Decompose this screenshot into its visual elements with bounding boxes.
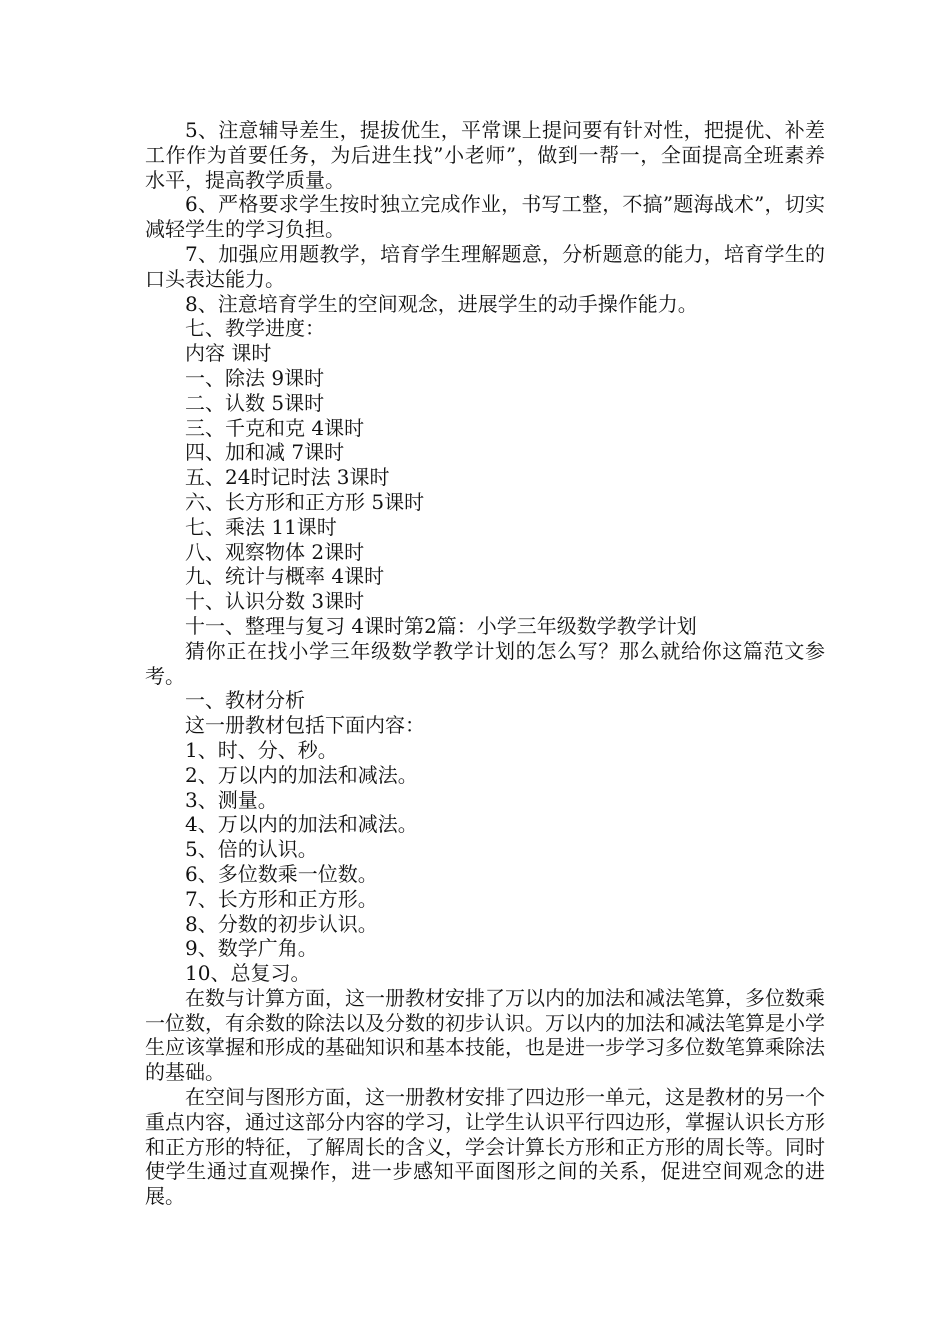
schedule-row: 五、24时记时法 3课时 [185,465,390,490]
analysis-item: 3、测量。 [185,787,278,812]
analysis-item: 4、万以内的加法和减法。 [185,812,418,837]
paragraph-item-5: 5、注意辅导差生，提拔优生，平常课上提问要有针对性，把提优、补差工作作为首要任务，为后进生找”小老师”，做到一帮一，全面提高全班素养水平，提高教学质量。 [145,118,825,192]
schedule-row: 七、乘法 11课时 [185,514,337,539]
analysis-heading: 一、教材分析 [185,688,305,713]
analysis-item: 8、分数的初步认识。 [185,911,378,936]
schedule-row: 八、观察物体 2课时 [185,539,365,564]
schedule-row: 四、加和减 7课时 [185,440,345,465]
schedule-row: 三、千克和克 4课时 [185,415,365,440]
schedule-row: 十一、整理与复习 4课时第2篇：小学三年级数学教学计划 [185,613,697,638]
schedule-row: 十、认识分数 3课时 [185,589,365,614]
analysis-item: 7、长方形和正方形。 [185,886,378,911]
paragraph-item-6: 6、严格要求学生按时独立完成作业，书写工整，不搞”题海战术”，切实减轻学生的学习负担。 [145,192,825,242]
schedule-row: 六、长方形和正方形 5课时 [185,489,425,514]
analysis-item: 9、数学广角。 [185,936,318,961]
analysis-item: 5、倍的认识。 [185,837,318,862]
body-paragraph-numbers: 在数与计算方面，这一册教材安排了万以内的加法和减法笔算，多位数乘一位数，有余数的除法以及分数的初步认识。万以内的加法和减法笔算是小学生应该掌握和形成的基础知识和基本技能，也是进一步学习多位数笔算乘除法的基础。 [145,985,825,1085]
schedule-row: 一、除法 9课时 [185,365,325,390]
schedule-heading: 七、教学进度： [185,316,325,341]
analysis-item: 2、万以内的加法和减法。 [185,762,418,787]
intro-paragraph: 猜你正在找小学三年级数学教学计划的怎么写？那么就给你这篇范文参考。 [145,638,825,688]
schedule-header: 内容 课时 [185,341,272,366]
analysis-item: 6、多位数乘一位数。 [185,861,378,886]
schedule-row: 二、认数 5课时 [185,390,325,415]
paragraph-item-8: 8、注意培育学生的空间观念，进展学生的动手操作能力。 [185,291,698,316]
schedule-row: 九、统计与概率 4课时 [185,564,385,589]
body-paragraph-geometry: 在空间与图形方面，这一册教材安排了四边形一单元，这是教材的另一个重点内容，通过这部分内容的学习，让学生认识平行四边形，掌握认识长方形和正方形的特征，了解周长的含义，学会计算长方形和正方形的周长等。同时使学生通过直观操作，进一步感知平面图形之间的关系，促进空间观念的进展。 [145,1085,825,1209]
analysis-item: 10、总复习。 [185,961,311,986]
analysis-lead: 这一册教材包括下面内容： [185,713,425,738]
document-page [145,118,825,1209]
paragraph-item-7: 7、加强应用题教学，培育学生理解题意，分析题意的能力，培育学生的口头表达能力。 [145,241,825,291]
analysis-item: 1、时、分、秒。 [185,737,338,762]
